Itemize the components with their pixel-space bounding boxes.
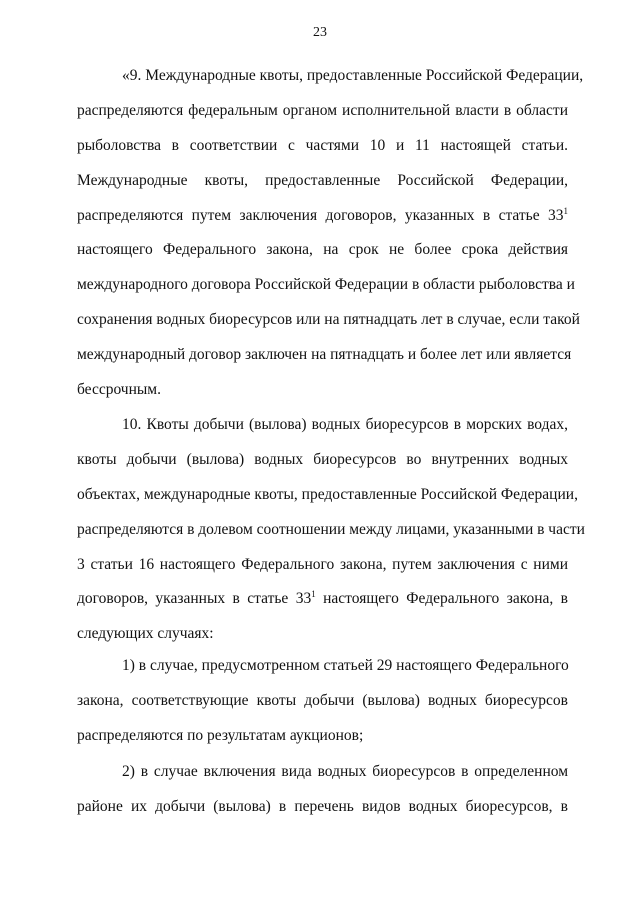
text-line: распределяются в долевом соотношении между лицами, указанными в части <box>77 520 585 538</box>
text-line: бессрочным. <box>77 381 161 399</box>
paragraph-9 <box>77 59 584 408</box>
text-segment: настоящего Федерального закона, в <box>315 590 568 608</box>
text-line: распределяются по результатам аукционов; <box>77 726 364 744</box>
text-line: рыболовства в соответствии с частями 10 и 11 настоящей статьи. <box>77 136 568 154</box>
text-line: сохранения водных биоресурсов или на пятнадцать лет в случае, если такой <box>77 311 580 329</box>
text-line: 2) в случае включения вида водных биоресурсов в определенном <box>122 763 568 780</box>
text-line <box>77 199 568 234</box>
superscript: 1 <box>311 589 316 600</box>
text-line: 10. Квоты добычи (вылова) водных биоресурсов в морских водах, <box>122 416 568 433</box>
text-line: международный договор заключен на пятнадцать и более лет или является <box>77 346 572 364</box>
text-segment: распределяются путем заключения договоров, указанных в статье 33 <box>77 206 564 224</box>
list-item-1 <box>77 649 568 754</box>
text-line: настоящего Федерального закона, на срок не более срока действия <box>77 241 568 259</box>
text-line: объектах, международные квоты, предоставленные Российской Федерации, <box>77 485 578 503</box>
text-line: районе их добычи (вылова) в перечень видов водных биоресурсов, в <box>77 797 568 815</box>
text-line: 1) в случае, предусмотренном статьей 29 настоящего Федерального <box>122 657 569 674</box>
superscript: 1 <box>563 205 568 216</box>
list-item-2 <box>77 755 568 825</box>
paragraph-10 <box>77 408 585 652</box>
text-line: «9. Международные квоты, предоставленные Российской Федерации, <box>122 67 584 84</box>
text-line: Международные квоты, предоставленные Российской Федерации, <box>77 171 568 189</box>
text-segment: договоров, указанных в статье 33 <box>77 590 312 608</box>
text-line: квоты добычи (вылова) водных биоресурсов во внутренних водных <box>77 450 568 468</box>
text-line: следующих случаях: <box>77 625 214 643</box>
text-line <box>77 582 568 617</box>
page-number: 23 <box>313 25 327 40</box>
text-line: закона, соответствующие квоты добычи (вылова) водных биоресурсов <box>77 691 568 709</box>
text-line: международного договора Российской Федерации в области рыболовства и <box>77 276 575 294</box>
text-line: распределяются федеральным органом исполнительной власти в области <box>77 101 568 119</box>
text-line: 3 статьи 16 настоящего Федерального закона, путем заключения с ними <box>77 555 568 573</box>
